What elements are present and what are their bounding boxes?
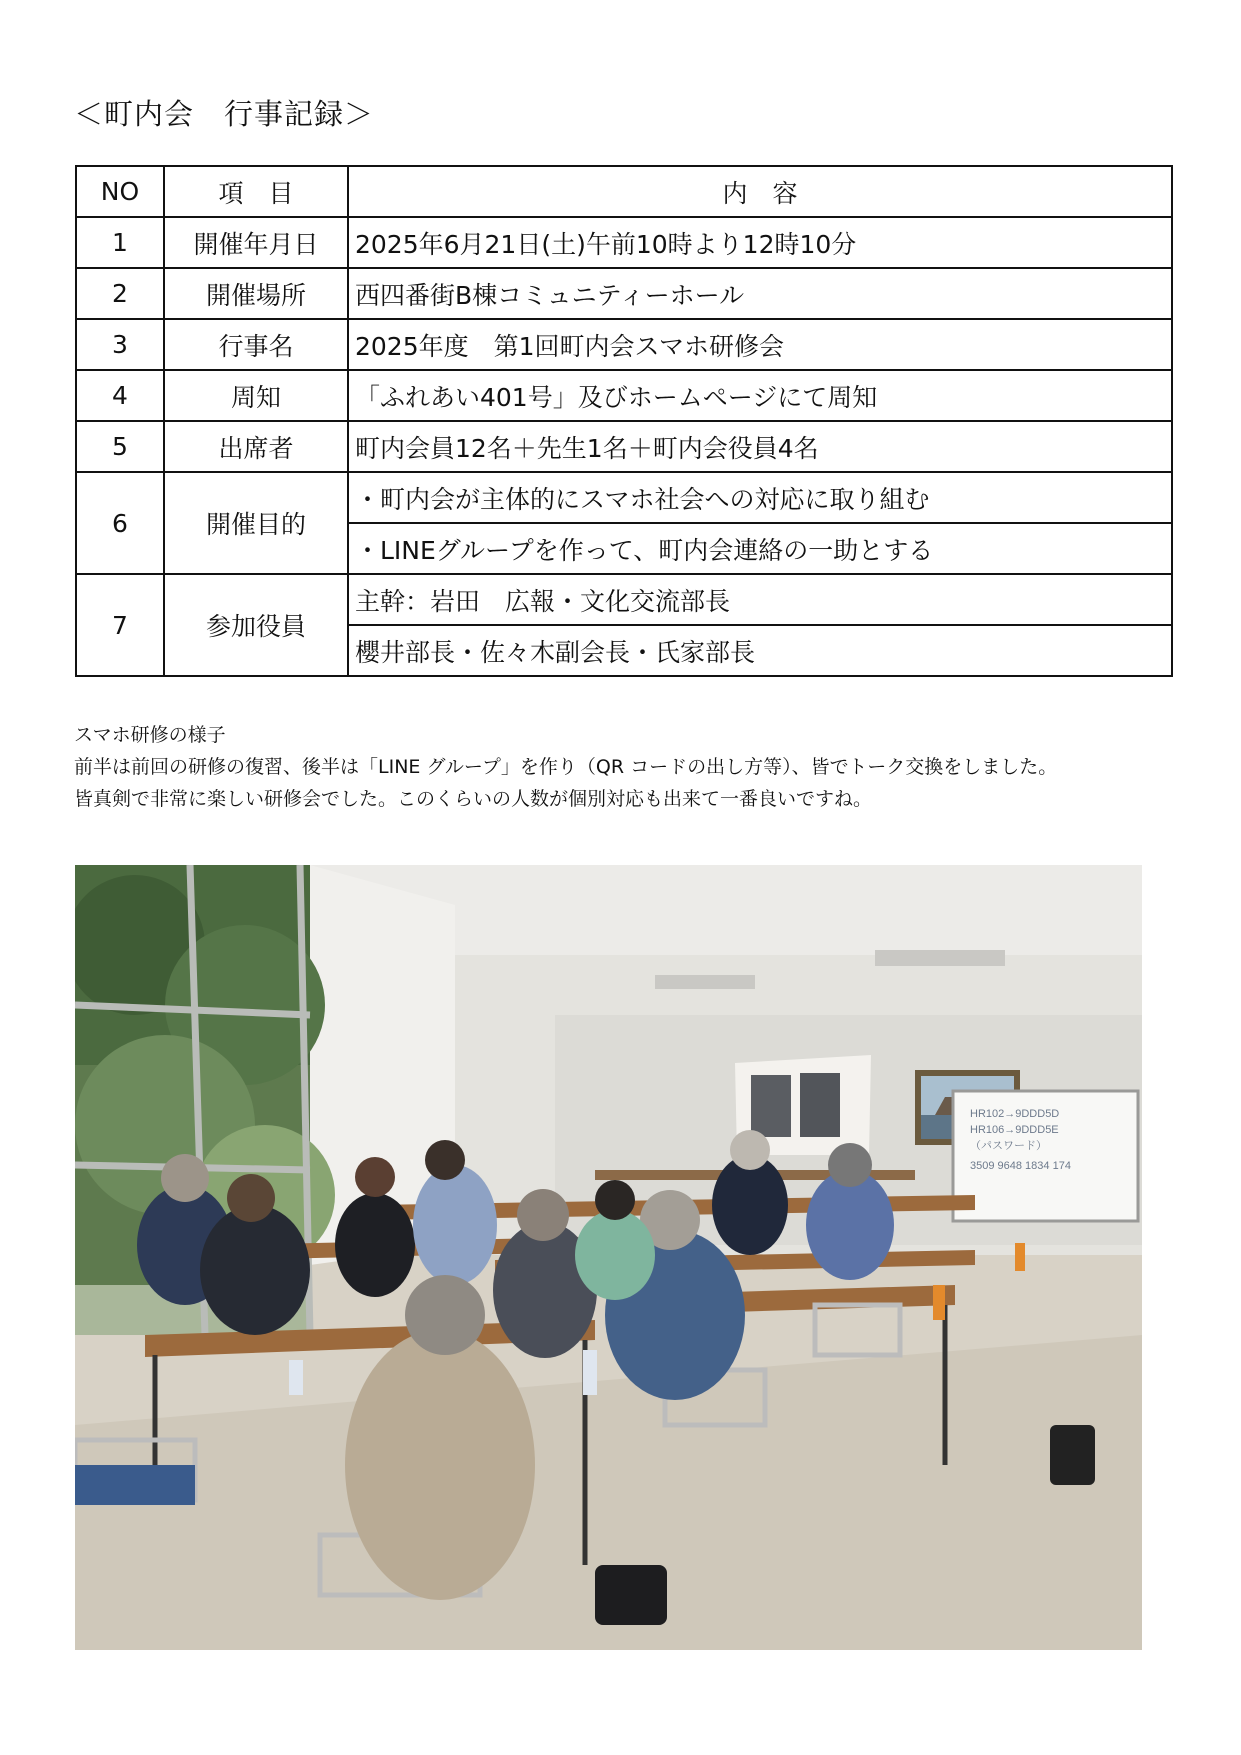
notes-line: 皆真剣で非常に楽しい研修会でした。このくらいの人数が個別対応も出来て一番良いですね。: [74, 788, 873, 810]
row-content: 櫻井部長・佐々木副会長・氏家部長: [348, 625, 1172, 676]
row-content: ・町内会が主体的にスマホ社会への対応に取り組む: [348, 472, 1172, 523]
header-content: 内 容: [348, 166, 1172, 217]
row-no: 5: [76, 421, 164, 472]
table-row: [76, 319, 1172, 370]
table-row: [76, 268, 1172, 319]
seminar-photo-illustration: [75, 865, 1142, 1650]
row-item: 開催場所: [164, 268, 348, 319]
whiteboard-text: HR102→9DDD5D: [970, 1108, 1060, 1120]
table-header-row: [76, 166, 1172, 217]
row-item: 出席者: [164, 421, 348, 472]
header-no: NO: [76, 166, 164, 217]
row-content: 2025年6月21日(土)午前10時より12時10分: [348, 217, 1172, 268]
row-no: 1: [76, 217, 164, 268]
table-row: [76, 472, 1172, 523]
whiteboard-text: （パスワード）: [970, 1140, 1047, 1152]
row-no: 4: [76, 370, 164, 421]
whiteboard-text: 3509 9648 1834 174: [970, 1160, 1071, 1172]
document-title: ＜町内会 行事記録＞: [74, 97, 375, 131]
row-content: 西四番街B棟コミュニティーホール: [348, 268, 1172, 319]
row-content: 2025年度 第1回町内会スマホ研修会: [348, 319, 1172, 370]
row-no: 3: [76, 319, 164, 370]
row-no: 7: [76, 574, 164, 676]
whiteboard-text: HR106→9DDD5E: [970, 1124, 1059, 1136]
row-item: 周知: [164, 370, 348, 421]
table-row: [76, 370, 1172, 421]
row-item: 行事名: [164, 319, 348, 370]
seminar-photo: [75, 865, 1142, 1650]
header-item: 項 目: [164, 166, 348, 217]
row-no: 6: [76, 472, 164, 574]
notes-section: [74, 719, 1057, 815]
row-content: ・LINEグループを作って、町内会連絡の一助とする: [348, 523, 1172, 574]
table-row: [76, 574, 1172, 625]
notes-heading: スマホ研修の様子: [74, 724, 226, 746]
table-row: [76, 217, 1172, 268]
row-no: 2: [76, 268, 164, 319]
row-content: 町内会員12名＋先生1名＋町内会役員4名: [348, 421, 1172, 472]
row-item: 開催年月日: [164, 217, 348, 268]
notes-line: 前半は前回の研修の復習、後半は「LINE グループ」を作り（QR コードの出し方等）、皆でトーク交換をしました。: [74, 756, 1058, 778]
event-record-table: [75, 165, 1173, 677]
row-content: 主幹：岩田 広報・文化交流部長: [348, 574, 1172, 625]
table-row: [76, 421, 1172, 472]
row-item: 参加役員: [164, 574, 348, 676]
row-content: 「ふれあい401号」及びホームページにて周知: [348, 370, 1172, 421]
row-item: 開催目的: [164, 472, 348, 574]
